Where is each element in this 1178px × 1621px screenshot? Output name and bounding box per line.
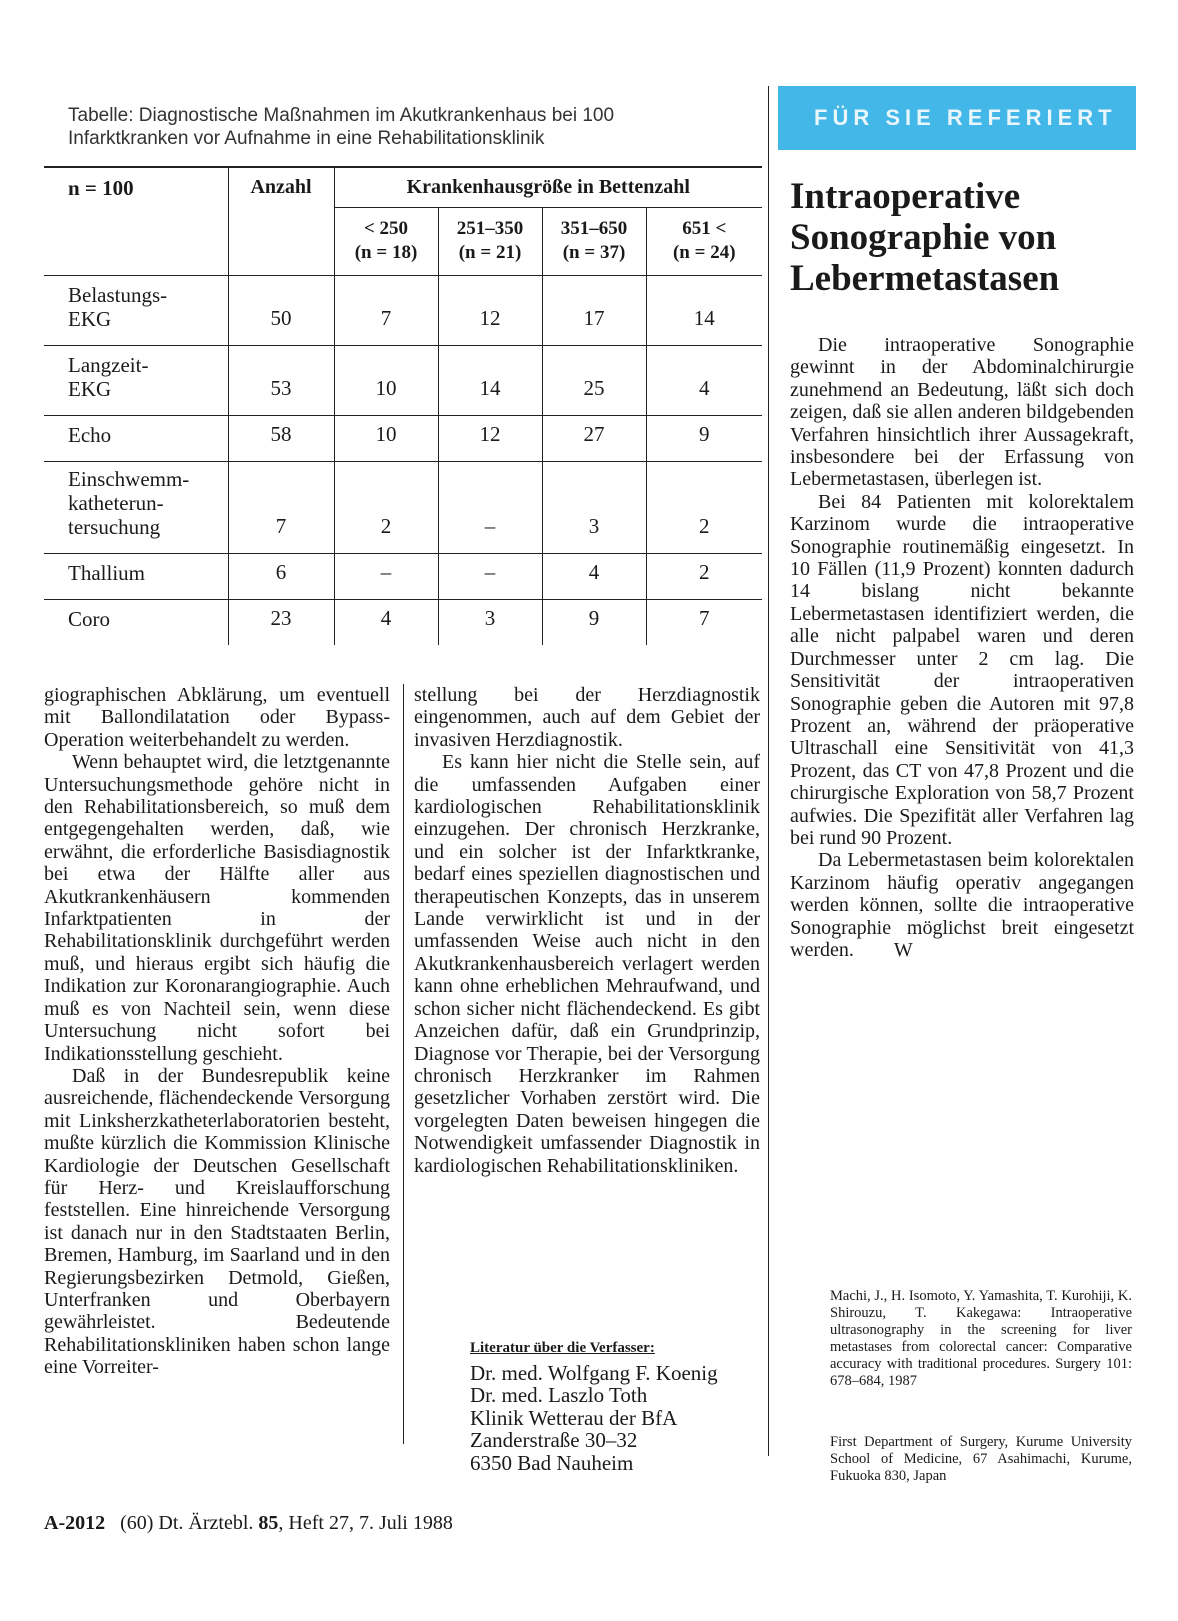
cell: 12 (438, 275, 542, 345)
n-label: n = 100 (44, 167, 228, 275)
cell: 27 (542, 415, 646, 461)
cell: 3 (542, 461, 646, 553)
cell: – (438, 553, 542, 599)
table-row (44, 275, 762, 345)
cell: – (334, 553, 438, 599)
table-row (44, 345, 762, 415)
cell: 3 (438, 599, 542, 645)
literature-heading: Literatur über die Verfasser: (470, 1340, 655, 1356)
cell: 14 (438, 345, 542, 415)
cell: 23 (228, 599, 334, 645)
subcol-header: 651 < (n = 24) (672, 218, 736, 263)
cell: 9 (542, 599, 646, 645)
article-column-2 (414, 684, 760, 1177)
paragraph: Es kann hier nicht die Stelle sein, auf die umfassenden Aufgaben einer kardiologischen Rehabilitationsklinik einzugehen. Der chronisch Herzkranke, und ein solcher ist der Infarktkranke, bedarf eines speziellen diagnostischen und therapeutischen Konzepts, das in unserem Lande verwirklicht ist und in der umfassenden Weise auch nicht in den Akutkrankenhausbereich verlagert werden kann ohne erheblichen Mehraufwand, und schon sicher nicht flächendeckend. Es gibt Anzeichen dafür, daß ein Grundprinzip, Diagnose vor Therapie, bei der Versorgung chronisch Herzkranker im Rahmen gesetzlicher Vorhaben zerstört wird. Die vorgelegten Daten beweisen hingegen die Notwendigkeit umfassender Diagnostik in kardiologischen Rehabilitationskliniken. (414, 751, 760, 1177)
page-footer (44, 1512, 453, 1535)
paragraph: giographischen Abklärung, um eventuell mit Ballondilatation oder Bypass-Operation weiterbehandelt zu werden. (44, 684, 390, 751)
cell: 4 (699, 375, 710, 400)
cell: 7 (699, 606, 710, 630)
referiert-banner: FÜR SIE REFERIERT (778, 86, 1136, 150)
cell: 58 (228, 415, 334, 461)
table-caption: Tabelle: Diagnostische Maßnahmen im Akutkrankenhaus bei 100 Infarktkranken vor Aufnahme in eine Rehabilitationsklinik (68, 105, 615, 149)
subcol-header: 251–350 (n = 21) (438, 207, 542, 275)
table-row (44, 461, 762, 553)
journal-volume: 85 (258, 1512, 279, 1534)
paragraph: Wenn behauptet wird, die letztgenannte Untersuchungsmethode gehöre nicht in den Rehabilitationsbereich, so muß dem entgegengehalten werden, daß, wie erwähnt, die erforderliche Basisdiagnostik bei etwa der Hälfte aller aus Akutkrankenhäusern kommenden Infarktpatienten in der Rehabilitationsklinik durchgeführt werden muß, und hieraus ergibt sich häufig die Indikation zur Koronarangiographie. Auch muß es von Nachteil sein, wenn diese Untersuchung nicht sofort bei Indikationsstellung geschieht. (44, 751, 390, 1065)
cell: 2 (334, 461, 438, 553)
cell: 17 (542, 275, 646, 345)
author-signature: W (893, 938, 913, 961)
anzahl-header: Anzahl (228, 167, 334, 275)
cell: 6 (228, 553, 334, 599)
author-affiliation: First Department of Surgery, Kurume University School of Medicine, 67 Asahimachi, Kurume, Fukuoka 830, Japan (830, 1434, 1132, 1484)
cell: 2 (699, 513, 710, 538)
row-label: Langzeit- EKG (44, 345, 228, 415)
table-row (44, 415, 762, 461)
sidebar-text (790, 334, 1134, 961)
cell: 7 (334, 275, 438, 345)
paragraph: Daß in der Bundesrepublik keine ausreichende, flächendeckende Versorgung mit Linksherzkatheterlaboratorien besteht, mußte kürzlich die Kommission Klinische Kardiologie der Deutschen Gesellschaft für Herz- und Kreislaufforschung feststellen. Eine hinreichende Versorgung ist danach nur in den Stadtstaaten Berlin, Bremen, Hamburg, im Saarland und in den Regierungsbezirken Detmold, Gießen, Unterfranken und Oberbayern gewährleistet. Bedeutende Rehabilitationskliniken haben schon lange eine Vorreiter- (44, 1064, 390, 1379)
cell: 25 (542, 345, 646, 415)
cell: 7 (228, 461, 334, 553)
row-label: Belastungs- EKG (44, 275, 228, 345)
row-label: Echo (44, 415, 228, 461)
row-label: Coro (44, 599, 228, 645)
reference-citation: Machi, J., H. Isomoto, Y. Yamashita, T. Kurohiji, K. Shirouzu, T. Kakegawa: Intraoperative ultrasonography in the screening for liver metastases from colorectal cancer: Comparative accuracy with traditional procedures. Surgery 101: 678–684, 1987 (830, 1288, 1132, 1389)
cell: 10 (334, 345, 438, 415)
cell: 14 (693, 305, 715, 330)
cell: 4 (334, 599, 438, 645)
cell: 53 (228, 345, 334, 415)
paragraph: Die intraoperative Sonographie gewinnt in der Abdominalchirurgie zunehmend an Bedeutung, läßt sich doch zeigen, daß sie allen anderen bildgebenden Verfahren hinsichtlich ihrer Aussagekraft, insbesondere bei der Erfassung von Lebermetastasen, überlegen ist. (790, 334, 1134, 491)
row-label: Einschwemm- katheterun- tersuchung (44, 461, 228, 553)
hospital-size-header: Krankenhausgröße in Bettenzahl (334, 167, 762, 207)
cell: 10 (334, 415, 438, 461)
column-divider (403, 684, 404, 1444)
sidebar-title: Intraoperative Sonographie von Lebermetastasen (790, 176, 1060, 299)
journal-issue: , Heft 27, 7. Juli 1988 (278, 1512, 453, 1534)
diagnostics-table (44, 166, 762, 645)
cell: – (438, 461, 542, 553)
sidebar-divider (768, 86, 769, 1456)
cell: 50 (228, 275, 334, 345)
cell: 4 (542, 553, 646, 599)
paragraph: Bei 84 Patienten mit kolorektalem Karzinom wurde die intraoperative Sonographie routinemäßig eingesetzt. In 10 Fällen (11,9 Prozent) konnten dadurch 14 bislang nicht bekannte Lebermetastasen identifiziert werden, die alle nicht palpabel waren und deren Durchmesser unter 2 cm lag. Die Sensitivität der intraoperativen Sonographie geben die Autoren mit 97,8 Prozent an, während der präoperative Ultraschall eine Sensitivität von 41,3 Prozent, das CT von 47,8 Prozent und die chirurgische Exploration von 58,7 Prozent aufwies. Die Spezifität aller Verfahren lag bei rund 90 Prozent. (790, 490, 1134, 849)
row-label: Thallium (44, 553, 228, 599)
journal-ref: (60) Dt. Ärztebl. (120, 1512, 254, 1534)
paragraph: stellung bei der Herzdiagnostik eingenommen, auch auf dem Gebiet der invasiven Herzdiagnostik. (414, 684, 760, 751)
table-row (44, 599, 762, 645)
cell: 12 (438, 415, 542, 461)
subcol-header: < 250 (n = 18) (334, 207, 438, 275)
article-column-1 (44, 684, 390, 1379)
paragraph: Da Lebermetastasen beim kolorektalen Karzinom häufig operativ angegangen werden können, sollte die intraoperative Sonographie möglichst breit eingesetzt werden. W (790, 849, 1134, 961)
cell: 2 (699, 559, 710, 584)
cell: 9 (699, 421, 710, 446)
page-number: A-2012 (44, 1512, 106, 1534)
subcol-header: 351–650 (n = 37) (542, 207, 646, 275)
table-row (44, 553, 762, 599)
literature-address: Dr. med. Wolfgang F. Koenig Dr. med. Laszlo Toth Klinik Wetterau der BfA Zanderstraße 30–32 6350 Bad Nauheim (470, 1361, 718, 1475)
